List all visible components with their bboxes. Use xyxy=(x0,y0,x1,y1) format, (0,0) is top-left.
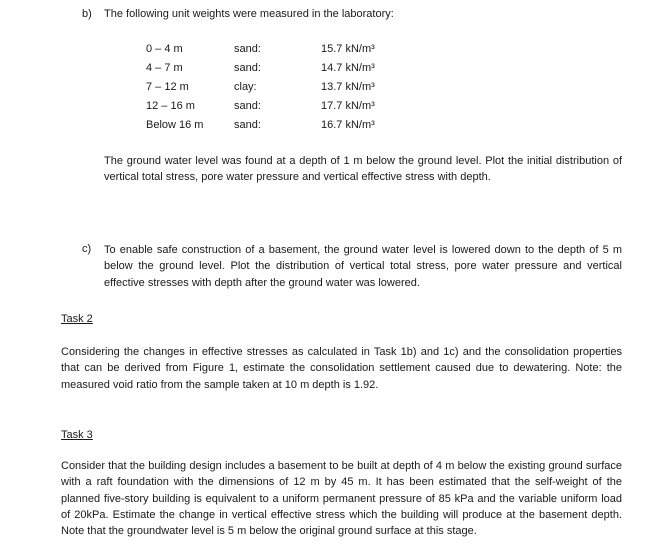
task2-paragraph: Considering the changes in effective stresses as calculated in Task 1b) and 1c) and the consolidation properties that can be derived from Figure 1, estimate the consolidation settlement caused due to dewatering. Note: the measured void ratio from the sample taken at 10 m depth is 1.92. xyxy=(61,346,622,391)
task3-title: Task 3 xyxy=(61,429,93,441)
soil-cell: sand: xyxy=(234,119,261,131)
soil-cell: sand: xyxy=(234,100,261,112)
part-b-paragraph: The ground water level was found at a depth of 1 m below the ground level. Plot the initial distribution of vertical total stress, pore water pressure and vertical effective stress with depth. xyxy=(104,155,622,184)
part-b-intro: The following unit weights were measured in the laboratory: xyxy=(104,8,394,20)
unit-weight-table xyxy=(146,42,406,137)
part-b-marker: b) xyxy=(82,8,92,20)
task3-paragraph: Consider that the building design includes a basement to be built at depth of 4 m below the existing ground surface with a raft foundation with the dimensions of 12 m by 45 m. It has been estimated that the self-weight of the planned five-story building is equivalent to a uniform permanent pressure of 85 kPa and the variable uniform load of 20kPa. Estimate the change in vertical effective stress which the building will produce at the basement depth. Note that the groundwater level is 5 m below the original ground surface at this stage. xyxy=(61,460,622,538)
weight-cell: 16.7 kN/m³ xyxy=(321,119,375,131)
part-c-marker: c) xyxy=(82,243,92,255)
weight-cell: 14.7 kN/m³ xyxy=(321,62,375,74)
depth-cell: Below 16 m xyxy=(146,119,204,131)
weight-cell: 15.7 kN/m³ xyxy=(321,43,375,55)
depth-cell: 12 – 16 m xyxy=(146,100,195,112)
depth-cell: 4 – 7 m xyxy=(146,62,183,74)
depth-cell: 7 – 12 m xyxy=(146,81,189,93)
weight-cell: 17.7 kN/m³ xyxy=(321,100,375,112)
depth-cell: 0 – 4 m xyxy=(146,43,183,55)
soil-cell: sand: xyxy=(234,43,261,55)
weight-cell: 13.7 kN/m³ xyxy=(321,81,375,93)
task2-title: Task 2 xyxy=(61,313,93,325)
soil-cell: sand: xyxy=(234,62,261,74)
part-c-paragraph: To enable safe construction of a basement, the ground water level is lowered down to the depth of 5 m below the ground level. Plot the distribution of vertical total stress, pore water pressure and vertical effective stresses with depth after the ground water was lowered. xyxy=(104,244,622,289)
soil-cell: clay: xyxy=(234,81,257,93)
